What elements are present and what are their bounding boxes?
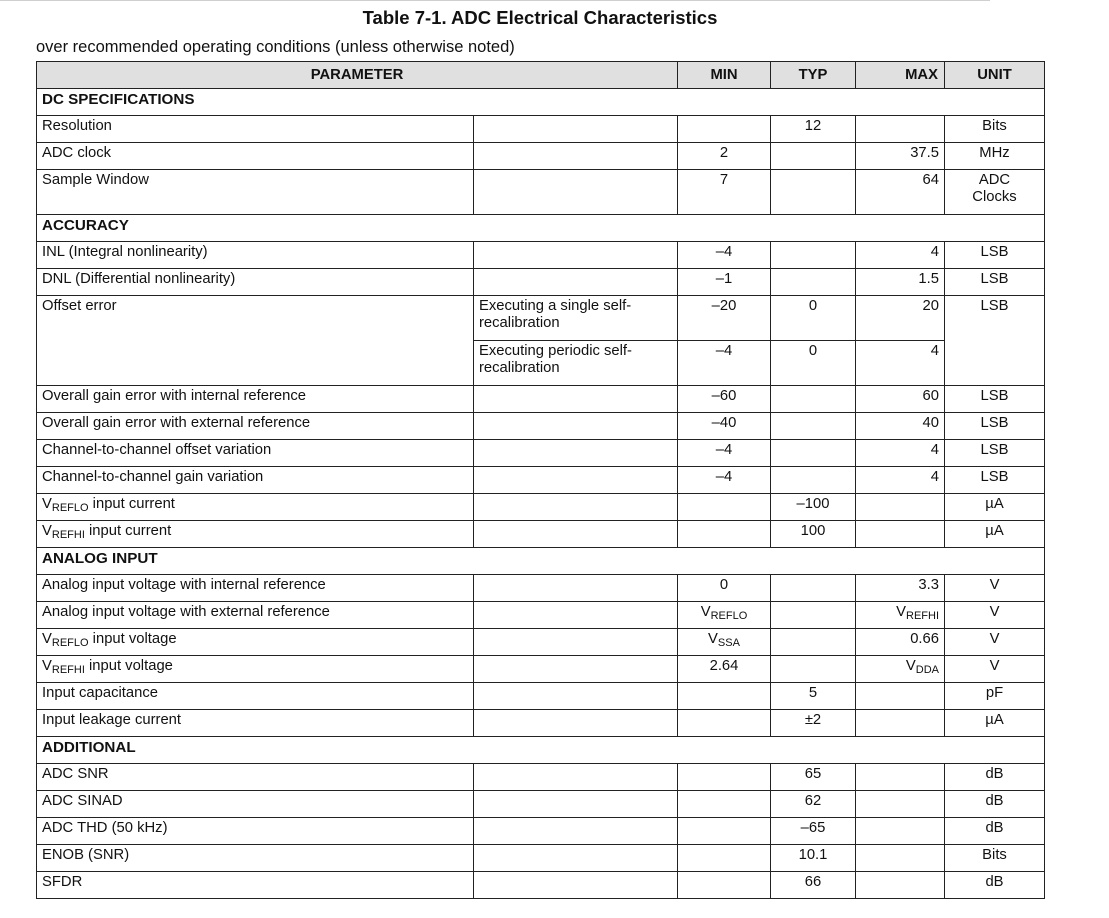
table-row <box>37 296 1045 341</box>
condition-cell <box>474 467 678 494</box>
typ-cell: 5 <box>771 683 856 710</box>
param-cell: Resolution <box>37 116 474 143</box>
unit-cell: dB <box>945 791 1045 818</box>
condition-cell <box>474 386 678 413</box>
max-cell: 20 <box>856 296 945 341</box>
condition-line: Executing periodic self- <box>479 343 632 359</box>
unit-cell: dB <box>945 872 1045 899</box>
symbol-base: V <box>42 631 52 647</box>
typ-cell <box>771 413 856 440</box>
symbol-subscript: REFLO <box>710 610 748 622</box>
max-cell: 4 <box>856 440 945 467</box>
symbol <box>42 523 85 539</box>
top-rule <box>0 0 990 1</box>
max-cell <box>856 791 945 818</box>
param-cell: SFDR <box>37 872 474 899</box>
min-cell: 2 <box>678 143 771 170</box>
section-additional: ADDITIONAL <box>37 737 1045 764</box>
condition-cell <box>474 521 678 548</box>
min-cell: –4 <box>678 467 771 494</box>
symbol-base: V <box>42 523 52 539</box>
symbol-subscript: DDA <box>915 664 939 676</box>
param-cell: Sample Window <box>37 170 474 215</box>
min-cell <box>678 602 771 629</box>
typ-cell <box>771 629 856 656</box>
max-cell: 37.5 <box>856 143 945 170</box>
condition-line: Executing a single self- <box>479 298 632 314</box>
section-analog-input: ANALOG INPUT <box>37 548 1045 575</box>
header-parameter: PARAMETER <box>37 62 678 89</box>
symbol-subscript: REFLO <box>51 637 89 649</box>
param-cell: Input leakage current <box>37 710 474 737</box>
table-row <box>37 242 1045 269</box>
table-header-row <box>37 62 1045 89</box>
min-cell <box>678 494 771 521</box>
table-row <box>37 413 1045 440</box>
typ-cell: –100 <box>771 494 856 521</box>
typ-cell <box>771 170 856 215</box>
typ-cell <box>771 467 856 494</box>
min-cell: –20 <box>678 296 771 341</box>
condition-cell <box>474 602 678 629</box>
max-cell: 60 <box>856 386 945 413</box>
typ-cell: 12 <box>771 116 856 143</box>
table-subtitle: over recommended operating conditions (unless otherwise noted) <box>36 38 515 56</box>
symbol-subscript: REFLO <box>51 502 89 514</box>
table-row <box>37 602 1045 629</box>
section-row <box>37 737 1045 764</box>
symbol-subscript: REFHI <box>51 664 85 676</box>
condition-cell <box>474 413 678 440</box>
param-cell <box>37 521 474 548</box>
unit-cell: V <box>945 602 1045 629</box>
min-cell <box>678 818 771 845</box>
max-cell: 3.3 <box>856 575 945 602</box>
section-row <box>37 89 1045 116</box>
typ-cell: 0 <box>771 296 856 341</box>
symbol <box>896 604 939 620</box>
param-cell: INL (Integral nonlinearity) <box>37 242 474 269</box>
min-cell <box>678 764 771 791</box>
table-row <box>37 818 1045 845</box>
unit-cell: LSB <box>945 386 1045 413</box>
typ-cell: –65 <box>771 818 856 845</box>
condition-cell <box>474 764 678 791</box>
condition-cell <box>474 683 678 710</box>
table-row <box>37 791 1045 818</box>
min-cell: –4 <box>678 341 771 386</box>
section-dc-specifications: DC SPECIFICATIONS <box>37 89 1045 116</box>
typ-cell <box>771 575 856 602</box>
table-row <box>37 269 1045 296</box>
table-row <box>37 656 1045 683</box>
header-typ: TYP <box>771 62 856 89</box>
symbol <box>708 631 740 647</box>
table-row <box>37 629 1045 656</box>
section-row <box>37 548 1045 575</box>
condition-cell <box>474 116 678 143</box>
param-text: input current <box>88 496 175 512</box>
typ-cell: 100 <box>771 521 856 548</box>
table-row <box>37 170 1045 215</box>
table-title: Table 7-1. ADC Electrical Characteristics <box>362 7 718 28</box>
condition-cell <box>474 341 678 386</box>
unit-cell: LSB <box>945 413 1045 440</box>
param-text: input voltage <box>84 658 173 674</box>
unit-cell: Bits <box>945 116 1045 143</box>
param-cell: Overall gain error with internal reference <box>37 386 474 413</box>
header-min: MIN <box>678 62 771 89</box>
unit-cell <box>945 170 1045 215</box>
max-cell <box>856 710 945 737</box>
symbol <box>42 658 85 674</box>
param-text: input current <box>84 523 172 539</box>
unit-cell: V <box>945 629 1045 656</box>
typ-cell: 62 <box>771 791 856 818</box>
unit-cell: Bits <box>945 845 1045 872</box>
condition-cell <box>474 845 678 872</box>
param-cell: Channel-to-channel offset variation <box>37 440 474 467</box>
symbol <box>42 496 89 512</box>
max-cell <box>856 602 945 629</box>
condition-cell <box>474 170 678 215</box>
condition-line: recalibration <box>479 360 560 376</box>
typ-cell: 10.1 <box>771 845 856 872</box>
unit-line: Clocks <box>972 189 1017 205</box>
section-row <box>37 215 1045 242</box>
max-cell <box>856 521 945 548</box>
unit-cell: dB <box>945 764 1045 791</box>
param-cell: Offset error <box>37 296 474 386</box>
min-cell: –4 <box>678 242 771 269</box>
param-cell: Input capacitance <box>37 683 474 710</box>
max-cell <box>856 683 945 710</box>
max-cell: 40 <box>856 413 945 440</box>
min-cell: –40 <box>678 413 771 440</box>
condition-cell <box>474 629 678 656</box>
table-row <box>37 710 1045 737</box>
condition-line: recalibration <box>479 315 560 331</box>
condition-cell <box>474 143 678 170</box>
table-row <box>37 116 1045 143</box>
symbol <box>42 631 89 647</box>
typ-cell <box>771 143 856 170</box>
param-cell: ENOB (SNR) <box>37 845 474 872</box>
min-cell <box>678 710 771 737</box>
min-cell <box>678 845 771 872</box>
adc-characteristics-table <box>36 61 1045 899</box>
typ-cell: 65 <box>771 764 856 791</box>
symbol-subscript: REFHI <box>906 610 939 622</box>
symbol-subscript: SSA <box>717 637 740 649</box>
symbol-base: V <box>700 604 711 620</box>
symbol <box>906 658 939 674</box>
symbol-base: V <box>905 658 916 674</box>
unit-cell: µA <box>945 710 1045 737</box>
condition-cell <box>474 269 678 296</box>
unit-cell: MHz <box>945 143 1045 170</box>
symbol <box>701 604 748 620</box>
param-cell <box>37 656 474 683</box>
unit-cell: dB <box>945 818 1045 845</box>
condition-cell <box>474 656 678 683</box>
min-cell <box>678 629 771 656</box>
table-row <box>37 467 1045 494</box>
param-cell: ADC SINAD <box>37 791 474 818</box>
header-unit: UNIT <box>945 62 1045 89</box>
typ-cell <box>771 269 856 296</box>
condition-cell <box>474 440 678 467</box>
condition-cell <box>474 818 678 845</box>
condition-cell <box>474 791 678 818</box>
unit-cell: µA <box>945 494 1045 521</box>
min-cell: 0 <box>678 575 771 602</box>
param-cell <box>37 629 474 656</box>
unit-cell: LSB <box>945 296 1045 386</box>
condition-cell <box>474 575 678 602</box>
unit-cell: LSB <box>945 440 1045 467</box>
min-cell <box>678 791 771 818</box>
param-cell: ADC SNR <box>37 764 474 791</box>
typ-cell: 0 <box>771 341 856 386</box>
min-cell: 7 <box>678 170 771 215</box>
typ-cell <box>771 386 856 413</box>
param-cell: Overall gain error with external reference <box>37 413 474 440</box>
max-cell: 4 <box>856 467 945 494</box>
table-row <box>37 764 1045 791</box>
table-row <box>37 683 1045 710</box>
max-cell: 1.5 <box>856 269 945 296</box>
symbol-base: V <box>42 658 52 674</box>
section-accuracy: ACCURACY <box>37 215 1045 242</box>
unit-cell: µA <box>945 521 1045 548</box>
param-cell: ADC clock <box>37 143 474 170</box>
max-cell: 64 <box>856 170 945 215</box>
table-row <box>37 494 1045 521</box>
param-cell: DNL (Differential nonlinearity) <box>37 269 474 296</box>
condition-cell <box>474 872 678 899</box>
typ-cell: 66 <box>771 872 856 899</box>
typ-cell <box>771 602 856 629</box>
max-cell: 4 <box>856 242 945 269</box>
symbol-base: V <box>708 631 718 647</box>
condition-cell <box>474 494 678 521</box>
table-row <box>37 386 1045 413</box>
max-cell <box>856 818 945 845</box>
condition-cell <box>474 242 678 269</box>
condition-cell <box>474 296 678 341</box>
min-cell <box>678 116 771 143</box>
table-row <box>37 440 1045 467</box>
header-max: MAX <box>856 62 945 89</box>
min-cell: –1 <box>678 269 771 296</box>
unit-cell: pF <box>945 683 1045 710</box>
unit-cell: LSB <box>945 467 1045 494</box>
symbol-subscript: REFHI <box>51 529 85 541</box>
max-cell <box>856 764 945 791</box>
param-cell: Analog input voltage with external reference <box>37 602 474 629</box>
unit-cell: V <box>945 656 1045 683</box>
typ-cell <box>771 440 856 467</box>
param-cell: Channel-to-channel gain variation <box>37 467 474 494</box>
param-cell: Analog input voltage with internal reference <box>37 575 474 602</box>
param-cell: ADC THD (50 kHz) <box>37 818 474 845</box>
max-cell <box>856 656 945 683</box>
unit-cell: LSB <box>945 242 1045 269</box>
symbol-base: V <box>42 496 52 512</box>
unit-cell: LSB <box>945 269 1045 296</box>
table-row <box>37 845 1045 872</box>
min-cell: 2.64 <box>678 656 771 683</box>
unit-cell: V <box>945 575 1045 602</box>
min-cell <box>678 521 771 548</box>
typ-cell <box>771 242 856 269</box>
max-cell <box>856 845 945 872</box>
max-cell <box>856 872 945 899</box>
param-cell <box>37 494 474 521</box>
max-cell <box>856 494 945 521</box>
unit-line: ADC <box>978 172 1011 188</box>
min-cell <box>678 683 771 710</box>
min-cell: –60 <box>678 386 771 413</box>
max-cell <box>856 116 945 143</box>
typ-cell: ±2 <box>771 710 856 737</box>
min-cell <box>678 872 771 899</box>
table-row <box>37 872 1045 899</box>
condition-cell <box>474 710 678 737</box>
table-row <box>37 521 1045 548</box>
table-row <box>37 143 1045 170</box>
param-text: input voltage <box>88 631 177 647</box>
typ-cell <box>771 656 856 683</box>
symbol-base: V <box>896 604 906 620</box>
min-cell: –4 <box>678 440 771 467</box>
max-cell: 0.66 <box>856 629 945 656</box>
table-row <box>37 575 1045 602</box>
max-cell: 4 <box>856 341 945 386</box>
